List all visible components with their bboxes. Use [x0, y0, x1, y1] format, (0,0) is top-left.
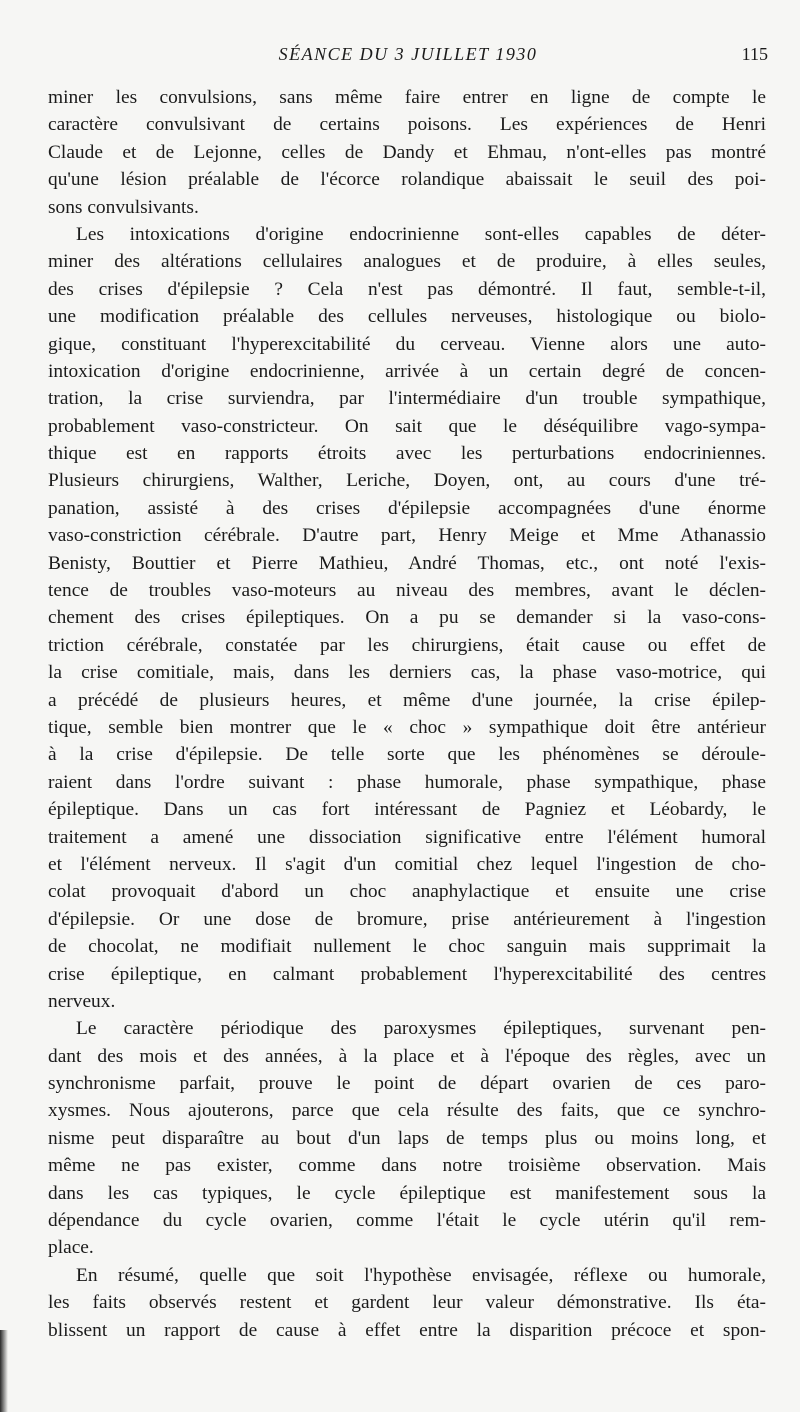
- text-line: Claude et de Lejonne, celles de Dandy et Ehmau, n'ont-elles pas montré: [48, 141, 766, 163]
- body-text: [48, 84, 766, 1344]
- text-line: intoxication d'origine endocrinienne, arrivée à un certain degré de concen-: [48, 360, 766, 382]
- text-line: gique, constituant l'hyperexcitabilité du cerveau. Vienne alors une auto-: [48, 333, 766, 355]
- text-line: la crise comitiale, mais, dans les derniers cas, la phase vaso-motrice, qui: [48, 662, 766, 684]
- text-line: caractère convulsivant de certains poisons. Les expériences de Henri: [48, 114, 766, 136]
- text-line: Les intoxications d'origine endocrinienne sont-elles capables de déter-: [76, 223, 766, 245]
- text-line: dépendance du cycle ovarien, comme l'était le cycle utérin qu'il rem-: [48, 1210, 766, 1232]
- text-line: xysmes. Nous ajouterons, parce que cela résulte des faits, que ce synchro-: [48, 1100, 766, 1122]
- text-line: traitement a amené une dissociation significative entre l'élément humoral: [48, 826, 766, 848]
- text-line: synchronisme parfait, prouve le point de départ ovarien de ces paro-: [48, 1073, 766, 1095]
- text-line: à la crise d'épilepsie. De telle sorte que les phénomènes se déroule-: [48, 744, 766, 766]
- page-number: 115: [741, 44, 768, 64]
- text-line: des crises d'épilepsie ? Cela n'est pas démontré. Il faut, semble-t-il,: [48, 278, 766, 300]
- text-line: crise épileptique, en calmant probablement l'hyperexcitabilité des centres: [48, 963, 766, 985]
- text-line: et l'élément nerveux. Il s'agit d'un comitial chez lequel l'ingestion de cho-: [48, 853, 766, 875]
- text-line: qu'une lésion préalable de l'écorce rolandique abaissait le seuil des poi-: [48, 169, 766, 191]
- text-line: dant des mois et des années, à la place et à l'époque des règles, avec un: [48, 1045, 766, 1067]
- text-line: vaso-constriction cérébrale. D'autre part, Henry Meige et Mme Athanassio: [48, 525, 766, 547]
- text-line: probablement vaso-constricteur. On sait que le déséquilibre vago-sympa-: [48, 415, 766, 437]
- text-line: nerveux.: [48, 990, 116, 1012]
- text-line: chement des crises épileptiques. On a pu se demander si la vaso-cons-: [48, 607, 766, 629]
- text-line: épileptique. Dans un cas fort intéressant de Pagniez et Léobardy, le: [48, 799, 766, 821]
- text-line: a précédé de plusieurs heures, et même d'une journée, la crise épilep-: [48, 689, 766, 711]
- page-edge-shadow: [0, 1330, 8, 1412]
- text-line: tique, semble bien montrer que le « choc » sympathique doit être antérieur: [48, 716, 766, 738]
- text-line: miner les convulsions, sans même faire entrer en ligne de compte le: [48, 87, 766, 108]
- text-line: colat provoquait d'abord un choc anaphylactique et ensuite une crise: [48, 881, 766, 903]
- text-line: blissent un rapport de cause à effet entre la disparition précoce et spon-: [48, 1319, 766, 1341]
- page-header: [48, 44, 768, 70]
- text-line: place.: [48, 1237, 94, 1259]
- text-line: une modification préalable des cellules nerveuses, histologique ou biolo-: [48, 306, 766, 328]
- text-line: sons convulsivants.: [48, 196, 199, 218]
- text-line: thique est en rapports étroits avec les perturbations endocriniennes.: [48, 443, 766, 465]
- text-line: même ne pas exister, comme dans notre troisième observation. Mais: [48, 1155, 766, 1177]
- text-line: Le caractère périodique des paroxysmes épileptiques, survenant pen-: [76, 1018, 766, 1040]
- text-line: dans les cas typiques, le cycle épileptique est manifestement sous la: [48, 1182, 766, 1204]
- text-line: d'épilepsie. Or une dose de bromure, prise antérieurement à l'ingestion: [48, 908, 766, 930]
- text-line: tence de troubles vaso-moteurs au niveau des membres, avant le déclen-: [48, 580, 766, 602]
- text-line: En résumé, quelle que soit l'hypothèse envisagée, réflexe ou humorale,: [76, 1264, 766, 1286]
- text-line: de chocolat, ne modifiait nullement le choc sanguin mais supprimait la: [48, 936, 766, 958]
- text-line: miner des altérations cellulaires analogues et de produire, à elles seules,: [48, 251, 766, 273]
- text-line: panation, assisté à des crises d'épilepsie accompagnées d'une énorme: [48, 497, 766, 519]
- running-title: SÉANCE DU 3 JUILLET 1930: [278, 44, 538, 64]
- text-line: raient dans l'ordre suivant : phase humorale, phase sympathique, phase: [48, 771, 766, 793]
- text-line: tration, la crise surviendra, par l'intermédiaire d'un trouble sympathique,: [48, 388, 766, 410]
- text-line: triction cérébrale, constatée par les chirurgiens, était cause ou effet de: [48, 634, 766, 656]
- text-line: les faits observés restent et gardent leur valeur démonstrative. Ils éta-: [48, 1292, 766, 1314]
- text-line: Benisty, Bouttier et Pierre Mathieu, André Thomas, etc., ont noté l'exis-: [48, 552, 766, 574]
- text-line: nisme peut disparaître au bout d'un laps de temps plus ou moins long, et: [48, 1127, 766, 1149]
- text-line: Plusieurs chirurgiens, Walther, Leriche, Doyen, ont, au cours d'une tré-: [48, 470, 766, 492]
